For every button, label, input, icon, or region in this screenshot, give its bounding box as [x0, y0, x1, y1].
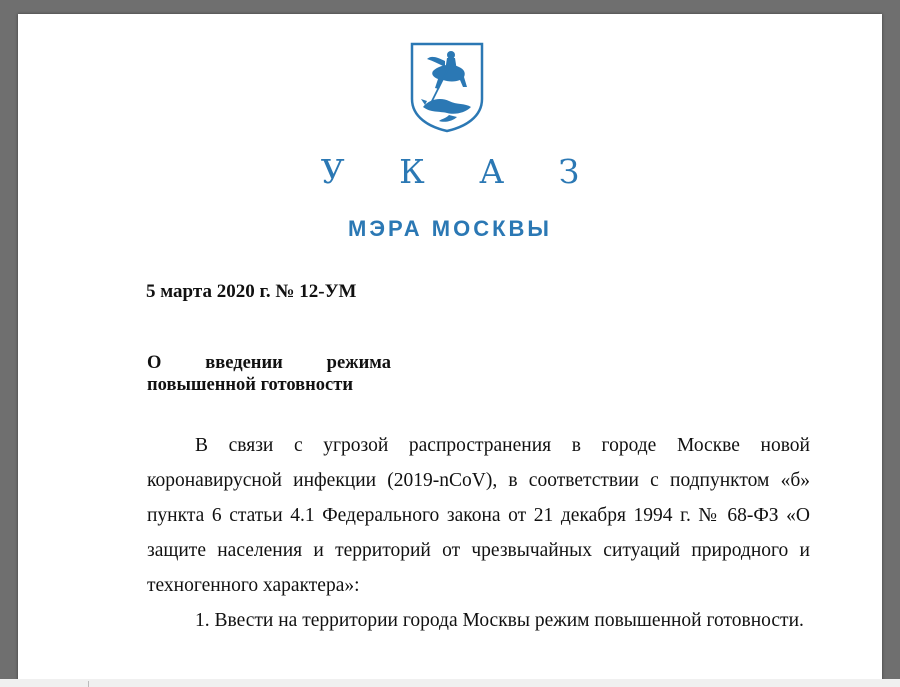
- subject-word: введении: [205, 353, 283, 373]
- viewer-bottom-edge: [0, 679, 900, 687]
- subject-line-1: [147, 352, 391, 374]
- decree-date-number: 5 марта 2020 г. № 12-УМ: [146, 281, 357, 302]
- subject-word: О: [147, 353, 162, 373]
- document-type-title: У К А З: [320, 152, 602, 191]
- preamble-paragraph: В связи с угрозой распространения в городе Москве новой коронавирусной инфекции (2019-nCoV), в соответствии с подпунктом «б» пункта 6 статьи 4.1 Федерального закона от 21 декабря 1994 г. № 68-ФЗ «О защите населения и территорий от чрезвычайных ситуаций природного и техногенного характера»:: [147, 435, 810, 596]
- issuer-title: МЭРА МОСКВЫ: [348, 216, 552, 241]
- decree-subject: [147, 352, 391, 396]
- subject-line-2: повышенной готовности: [147, 375, 354, 395]
- document-page: [18, 14, 882, 687]
- clause-paragraph: 1. Ввести на территории города Москвы режим повышенной готовности.: [195, 610, 804, 631]
- moscow-coat-of-arms-icon: [409, 41, 485, 133]
- subject-word: режима: [326, 353, 391, 373]
- decree-body: [147, 428, 810, 638]
- divider: [88, 681, 89, 687]
